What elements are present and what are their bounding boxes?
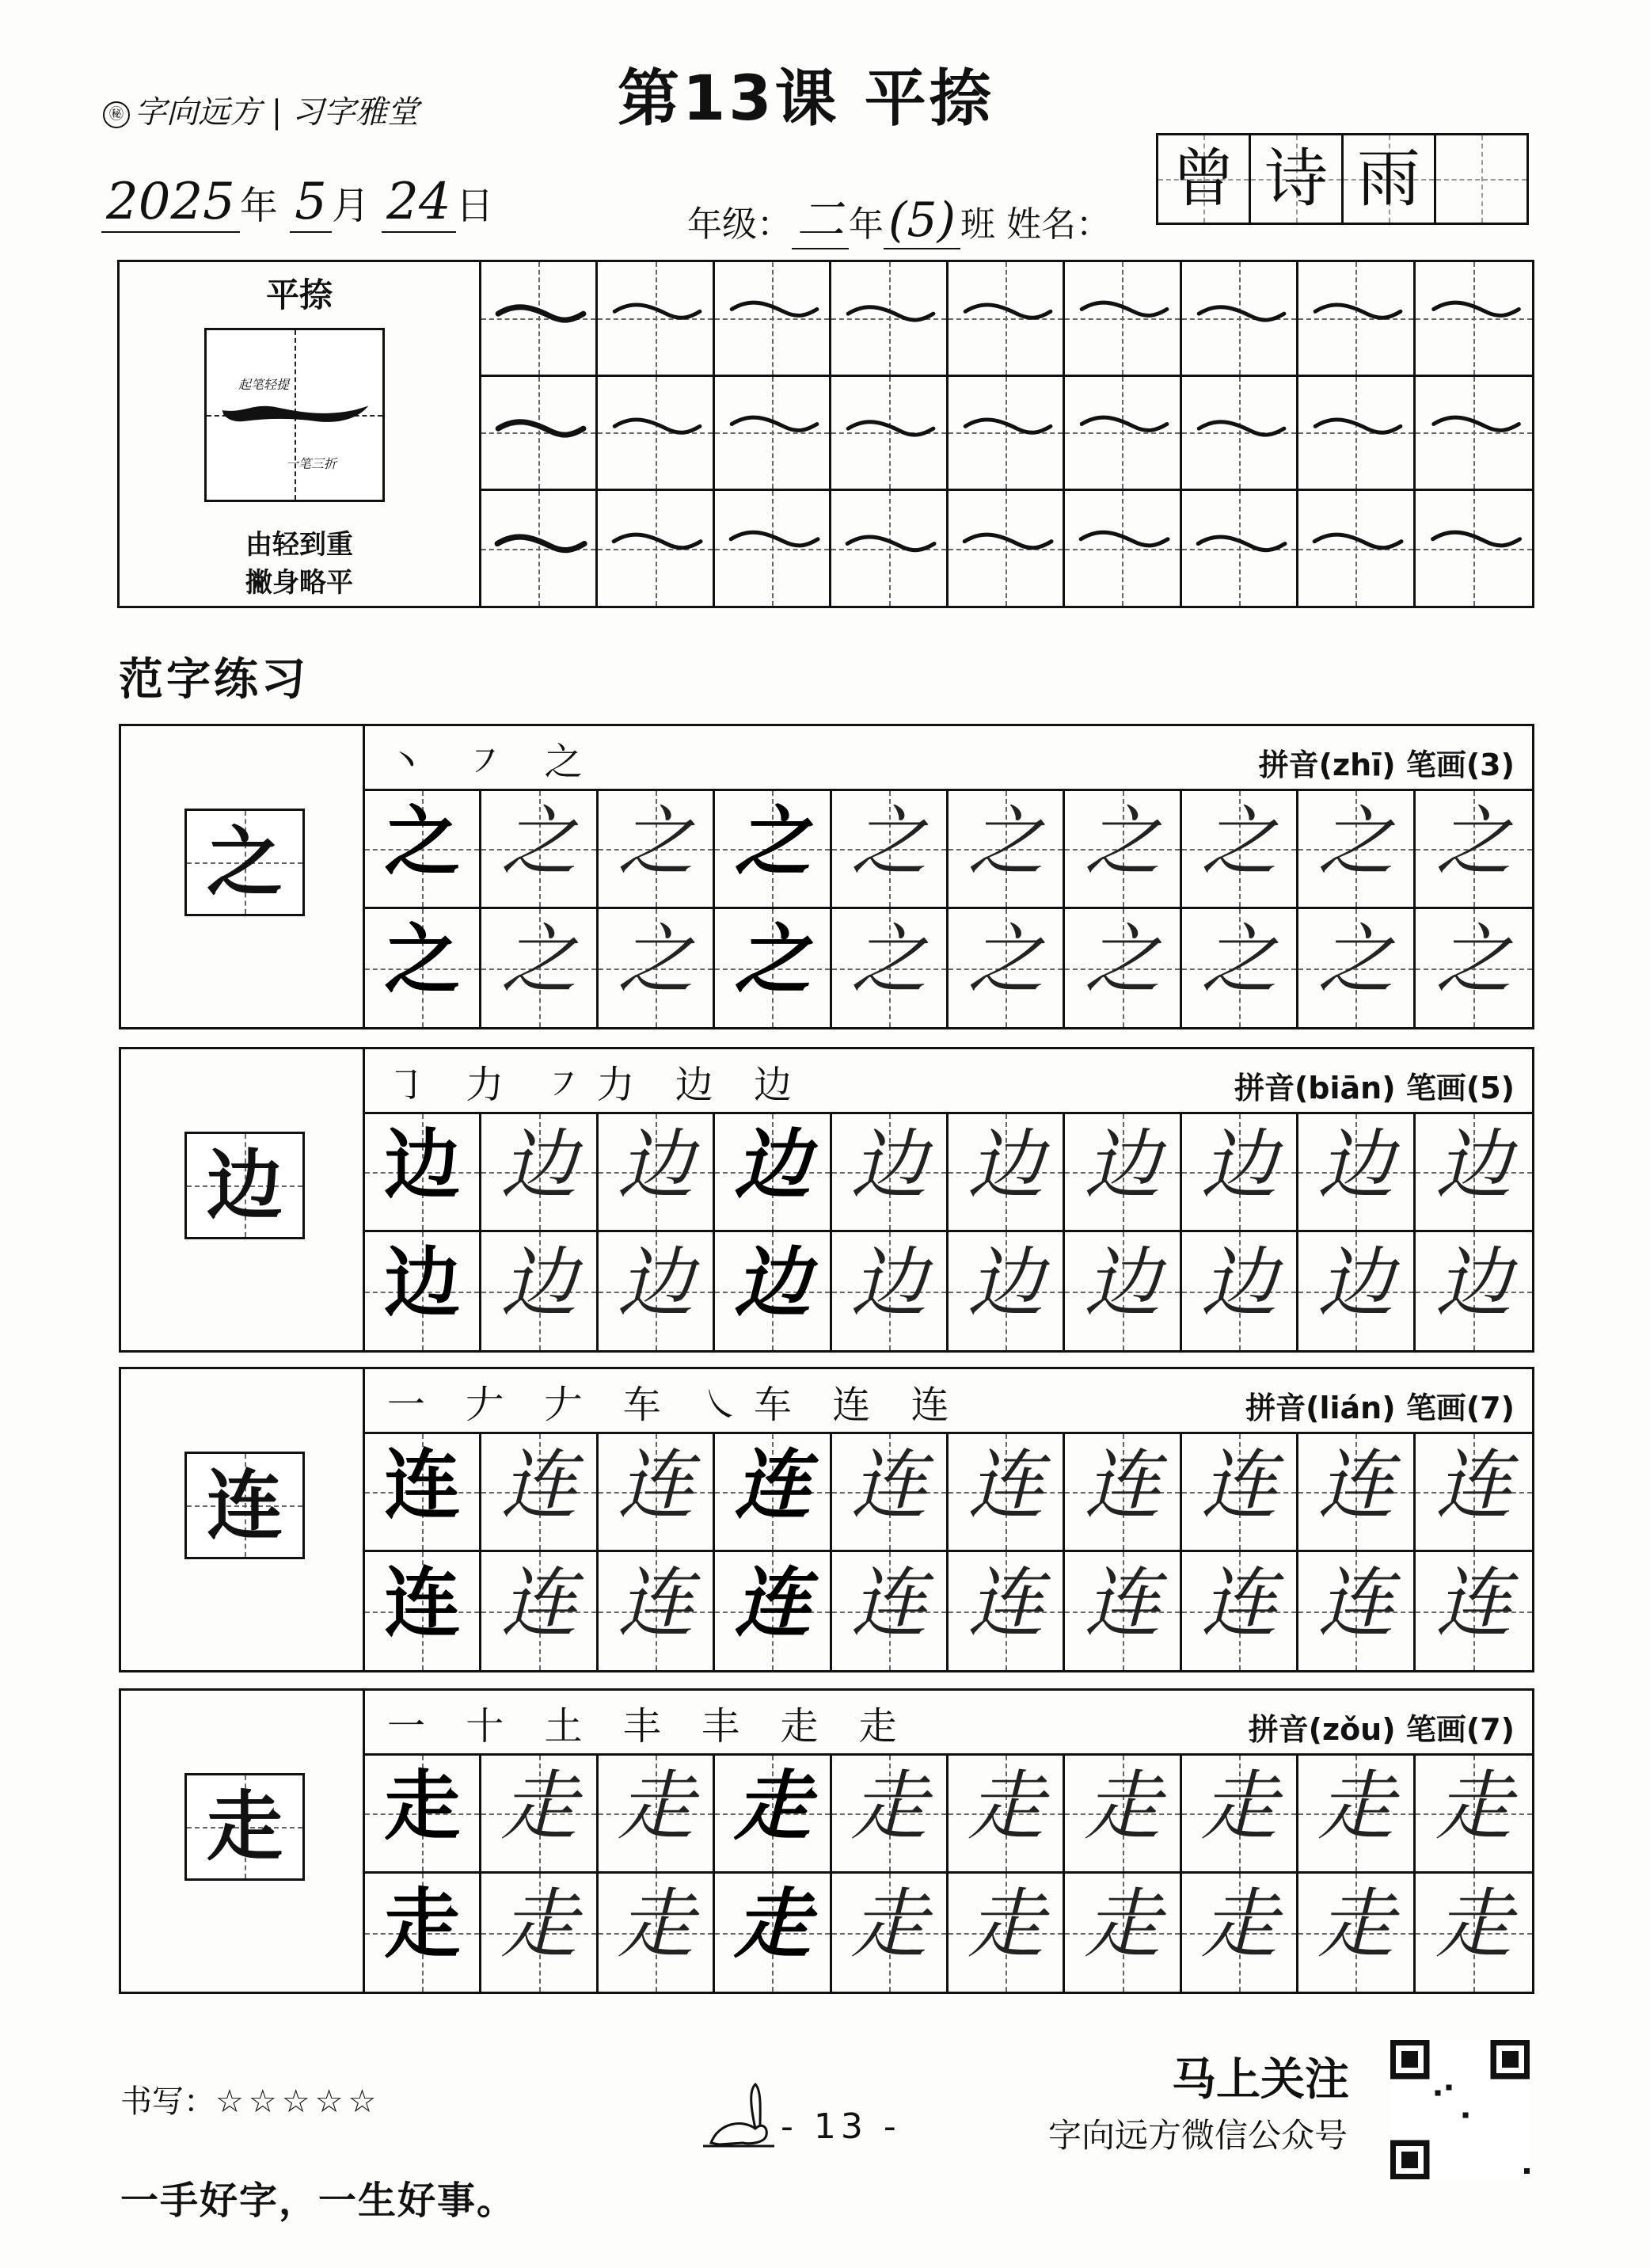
practice-char: 之 — [734, 915, 811, 1004]
practice-char: 之 — [734, 797, 811, 886]
practice-cell[interactable] — [715, 1232, 831, 1350]
practice-char: 之 — [500, 915, 577, 1004]
stroke-practice-cell[interactable] — [1298, 262, 1415, 377]
pinyin-strokes: 拼音(zhī) 笔画(3) — [1258, 748, 1515, 782]
pinyin-strokes: 拼音(biān) 笔画(5) — [1234, 1071, 1515, 1105]
practice-char: 连 — [1435, 1558, 1512, 1647]
rabbit-icon — [695, 2067, 782, 2154]
stroke-mark — [1416, 491, 1532, 606]
demo-note: 一笔三折 — [286, 456, 337, 471]
model-char-box — [184, 809, 305, 916]
practice-cell[interactable] — [832, 1756, 949, 1874]
practice-char: 边 — [734, 1120, 811, 1209]
stroke-mark — [949, 491, 1063, 606]
rating-label: 书写： — [120, 2083, 215, 2120]
name-boxes[interactable] — [1156, 133, 1529, 225]
practice-cell[interactable] — [832, 791, 949, 909]
practice-char: 走 — [1200, 1880, 1277, 1969]
practice-cell[interactable] — [1298, 791, 1415, 909]
practice-cell[interactable] — [599, 1114, 715, 1232]
practice-char: 走 — [734, 1761, 811, 1851]
stroke-mark — [715, 491, 829, 606]
practice-char: 走 — [968, 1762, 1044, 1851]
practice-char: 连 — [384, 1558, 461, 1647]
practice-cell[interactable] — [599, 791, 715, 909]
practice-cell[interactable] — [365, 1552, 481, 1670]
practice-char: 走 — [1435, 1880, 1512, 1969]
practice-cell[interactable] — [481, 1114, 598, 1232]
stroke-practice-cell[interactable] — [481, 491, 598, 606]
practice-char: 走 — [617, 1880, 694, 1969]
stroke-practice-cell[interactable] — [598, 377, 714, 492]
practice-char: 边 — [850, 1239, 927, 1327]
stroke-mark — [1298, 262, 1412, 375]
practice-char: 边 — [500, 1239, 577, 1327]
date-year-unit: 年 — [239, 184, 278, 228]
stroke-mark — [831, 262, 945, 375]
practice-char: 连 — [1084, 1440, 1161, 1529]
stroke-mark — [481, 262, 595, 375]
practice-cell[interactable] — [1416, 909, 1532, 1027]
pinyin-strokes: 拼音(zǒu) 笔画(7) — [1248, 1712, 1515, 1747]
practice-cell[interactable] — [481, 1874, 598, 1992]
stroke-practice-cell[interactable] — [1182, 262, 1298, 377]
practice-char: 连 — [1317, 1558, 1394, 1647]
practice-char: 边 — [968, 1239, 1044, 1327]
brand-logo — [103, 87, 419, 132]
stroke-mark — [1065, 491, 1179, 606]
practice-cell[interactable] — [599, 1434, 715, 1552]
stroke-mark — [481, 491, 595, 606]
practice-cell[interactable] — [1065, 1114, 1181, 1232]
stroke-demo-box — [204, 328, 385, 502]
practice-cell[interactable] — [599, 1232, 715, 1350]
follow-text: 马上关注 — [1172, 2054, 1349, 2106]
stroke-practice-cell[interactable] — [598, 491, 714, 606]
model-char: 连 — [207, 1460, 283, 1550]
model-char: 边 — [207, 1140, 283, 1230]
stroke-mark — [831, 377, 945, 489]
practice-cell[interactable] — [949, 1434, 1065, 1552]
practice-char: 走 — [1435, 1762, 1512, 1851]
practice-cell[interactable] — [599, 1552, 715, 1670]
stroke-practice-cell[interactable] — [715, 262, 831, 377]
practice-cell[interactable] — [481, 1434, 598, 1552]
practice-cell[interactable] — [1182, 909, 1298, 1027]
practice-char: 走 — [500, 1762, 577, 1851]
practice-cell[interactable] — [1298, 1874, 1415, 1992]
practice-cell[interactable] — [832, 909, 949, 1027]
practice-char: 边 — [617, 1121, 694, 1209]
practice-char: 走 — [384, 1761, 461, 1851]
stroke-practice-cell[interactable] — [1416, 262, 1532, 377]
practice-char: 走 — [850, 1880, 927, 1969]
stroke-demo-icon — [207, 330, 382, 500]
practice-char: 连 — [968, 1558, 1044, 1647]
practice-char: 之 — [1435, 915, 1512, 1004]
practice-cell[interactable] — [715, 1756, 831, 1874]
stroke-mark — [831, 491, 945, 606]
practice-cell[interactable] — [365, 909, 481, 1027]
practice-cell[interactable] — [832, 1874, 949, 1992]
practice-cell[interactable] — [365, 791, 481, 909]
practice-cell[interactable] — [599, 1756, 715, 1874]
stroke-practice-cell[interactable] — [1065, 491, 1181, 606]
stroke-practice-cell[interactable] — [1298, 377, 1415, 492]
practice-cell[interactable] — [599, 1874, 715, 1992]
stroke-mark — [1416, 262, 1532, 375]
practice-char: 连 — [1200, 1558, 1277, 1647]
stroke-practice-cell[interactable] — [831, 377, 948, 492]
stroke-practice-cell[interactable] — [831, 262, 948, 377]
rating — [120, 2076, 381, 2121]
practice-cell[interactable] — [715, 1114, 831, 1232]
stroke-practice-cell[interactable] — [715, 377, 831, 492]
stroke-practice-cell[interactable] — [831, 491, 948, 606]
practice-char: 连 — [1317, 1440, 1394, 1529]
practice-char: 之 — [617, 915, 694, 1004]
practice-cell[interactable] — [1065, 1874, 1181, 1992]
practice-cell[interactable] — [481, 1756, 598, 1874]
practice-cell[interactable] — [832, 1232, 949, 1350]
date-day: 24 — [382, 173, 455, 233]
practice-char: 边 — [384, 1238, 461, 1327]
practice-char: 连 — [734, 1558, 811, 1647]
practice-char: 连 — [734, 1440, 811, 1529]
stroke-tip: 撇身略平 — [245, 567, 353, 599]
stroke-order: 丶 ㇇ 之 — [387, 740, 597, 784]
date-day-unit: 日 — [455, 184, 494, 228]
stroke-mark — [1298, 377, 1412, 489]
stroke-practice-cell[interactable] — [1416, 491, 1532, 606]
practice-cell[interactable] — [1182, 1434, 1298, 1552]
stroke-order: ㇆ 力 ㇇力 边 边 — [387, 1063, 807, 1107]
practice-char: 连 — [1200, 1440, 1277, 1529]
practice-char: 连 — [617, 1440, 694, 1529]
practice-cell[interactable] — [1182, 1756, 1298, 1874]
practice-char: 边 — [734, 1238, 811, 1327]
practice-cell[interactable] — [1182, 1874, 1298, 1992]
class-unit: 班 — [960, 204, 995, 245]
name-box: 雨 — [1344, 135, 1436, 223]
name-box: 诗 — [1251, 135, 1344, 223]
stroke-mark — [715, 377, 829, 489]
practice-cell[interactable] — [365, 1232, 481, 1350]
practice-cell[interactable] — [1182, 1552, 1298, 1670]
stroke-practice-cell[interactable] — [1298, 491, 1415, 606]
practice-cell[interactable] — [1065, 909, 1181, 1027]
grade-unit: 年 — [849, 204, 884, 245]
char-block — [119, 1367, 1534, 1672]
practice-cell[interactable] — [949, 1874, 1065, 1992]
practice-cell[interactable] — [1416, 791, 1532, 909]
practice-cell[interactable] — [1298, 1756, 1415, 1874]
stroke-mark — [481, 377, 595, 489]
practice-cell[interactable] — [1298, 909, 1415, 1027]
practice-cell[interactable] — [1416, 1874, 1532, 1992]
demo-note: 起笔轻提 — [238, 377, 290, 392]
motto: 一手好字，一生好事。 — [120, 2179, 517, 2223]
practice-char: 连 — [617, 1558, 694, 1647]
practice-char: 之 — [1200, 797, 1277, 886]
stroke-mark — [1182, 377, 1296, 489]
practice-char: 边 — [1435, 1121, 1512, 1209]
practice-cell[interactable] — [1065, 1434, 1181, 1552]
practice-cell[interactable] — [481, 791, 598, 909]
practice-cell[interactable] — [715, 1552, 831, 1670]
stroke-practice-cell[interactable] — [949, 262, 1065, 377]
practice-char: 边 — [500, 1121, 577, 1209]
practice-char: 边 — [850, 1121, 927, 1209]
practice-char: 边 — [384, 1120, 461, 1209]
practice-char: 之 — [1084, 915, 1161, 1004]
date-month: 5 — [290, 173, 332, 233]
lesson-title: 第13课 平捺 — [618, 63, 994, 135]
practice-char: 边 — [1084, 1239, 1161, 1327]
stroke-order: 一 十 土 丰 丰 走 走 — [387, 1704, 911, 1749]
stroke-mark — [598, 491, 712, 606]
model-char: 之 — [207, 817, 283, 907]
practice-cell[interactable] — [949, 1552, 1065, 1670]
practice-cell[interactable] — [715, 1874, 831, 1992]
practice-char: 之 — [1435, 797, 1512, 886]
name-label: 姓名： — [1006, 204, 1111, 245]
practice-char: 连 — [850, 1558, 927, 1647]
stroke-tip: 由轻到重 — [245, 529, 353, 561]
stroke-mark — [949, 262, 1063, 375]
practice-char: 走 — [1084, 1880, 1161, 1969]
practice-cell[interactable] — [1416, 1552, 1532, 1670]
stroke-name: 平捺 — [265, 276, 333, 314]
date-month-unit: 月 — [331, 184, 370, 228]
wechat-text: 字向远方微信公众号 — [1048, 2116, 1348, 2155]
class-info — [687, 182, 1111, 250]
stroke-mark — [1065, 262, 1179, 375]
practice-char: 之 — [617, 797, 694, 886]
practice-cell[interactable] — [1065, 791, 1181, 909]
practice-cell[interactable] — [949, 909, 1065, 1027]
practice-cell[interactable] — [1065, 1756, 1181, 1874]
practice-cell[interactable] — [365, 1874, 481, 1992]
stroke-practice-cell[interactable] — [1182, 377, 1298, 492]
stroke-mark — [598, 262, 712, 375]
stroke-mark — [1298, 491, 1412, 606]
practice-char: 边 — [1200, 1121, 1277, 1209]
practice-char: 走 — [1317, 1762, 1394, 1851]
practice-char: 边 — [1200, 1239, 1277, 1327]
practice-cell[interactable] — [1182, 1114, 1298, 1232]
practice-char: 走 — [734, 1879, 811, 1969]
practice-cell[interactable] — [832, 1434, 949, 1552]
practice-char: 之 — [968, 797, 1044, 886]
stroke-order: 一 𠂇 𠂇 车 ㇏车 连 连 — [387, 1383, 964, 1427]
practice-char: 之 — [850, 797, 927, 886]
date-year: 2025 — [101, 173, 240, 233]
brand-text: 字向远方 | 习字雅堂 — [135, 94, 419, 131]
practice-char: 走 — [968, 1880, 1044, 1969]
practice-cell[interactable] — [1065, 1552, 1181, 1670]
practice-cell[interactable] — [481, 1232, 598, 1350]
class-value: (5) — [884, 192, 960, 249]
practice-char: 之 — [1317, 915, 1394, 1004]
practice-char: 走 — [1084, 1762, 1161, 1851]
model-char-box — [184, 1452, 305, 1559]
practice-char: 连 — [1435, 1440, 1512, 1529]
stroke-mark — [1416, 377, 1532, 489]
practice-cell[interactable] — [1182, 791, 1298, 909]
stroke-mark — [1182, 262, 1296, 375]
practice-char: 连 — [968, 1440, 1044, 1529]
practice-cell[interactable] — [1182, 1232, 1298, 1350]
name-box: 曾 — [1158, 135, 1251, 223]
practice-char: 走 — [1317, 1880, 1394, 1969]
grade-label: 年级： — [687, 204, 792, 245]
practice-char: 之 — [500, 797, 577, 886]
stroke-practice-cell[interactable] — [1182, 491, 1298, 606]
pinyin-strokes: 拼音(lián) 笔画(7) — [1245, 1391, 1515, 1425]
practice-char: 边 — [1435, 1239, 1512, 1327]
practice-cell[interactable] — [949, 1756, 1065, 1874]
practice-cell[interactable] — [481, 909, 598, 1027]
practice-cell[interactable] — [949, 1114, 1065, 1232]
practice-char: 走 — [1200, 1762, 1277, 1851]
practice-cell[interactable] — [715, 1434, 831, 1552]
char-block — [119, 1047, 1534, 1353]
practice-grid[interactable] — [365, 1114, 1532, 1350]
section-title: 范字练习 — [119, 654, 309, 706]
char-block — [119, 724, 1534, 1029]
practice-cell[interactable] — [1298, 1552, 1415, 1670]
practice-grid[interactable] — [365, 791, 1532, 1027]
practice-cell[interactable] — [715, 909, 831, 1027]
practice-cell[interactable] — [1416, 1232, 1532, 1350]
practice-char: 之 — [1084, 797, 1161, 886]
practice-char: 之 — [1317, 797, 1394, 886]
practice-cell[interactable] — [1416, 1756, 1532, 1874]
practice-grid[interactable] — [365, 1756, 1532, 1992]
practice-char: 连 — [500, 1440, 577, 1529]
stroke-practice-cell[interactable] — [949, 491, 1065, 606]
practice-char: 之 — [968, 915, 1044, 1004]
stroke-mark — [949, 377, 1063, 489]
practice-cell[interactable] — [365, 1114, 481, 1232]
practice-cell[interactable] — [365, 1756, 481, 1874]
stroke-practice-cell[interactable] — [715, 491, 831, 606]
practice-cell[interactable] — [832, 1114, 949, 1232]
practice-cell[interactable] — [481, 1552, 598, 1670]
practice-char: 之 — [850, 915, 927, 1004]
practice-char: 边 — [968, 1121, 1044, 1209]
practice-char: 边 — [1084, 1121, 1161, 1209]
practice-char: 连 — [1084, 1558, 1161, 1647]
practice-char: 连 — [384, 1440, 461, 1529]
practice-cell[interactable] — [949, 791, 1065, 909]
stroke-mark — [598, 377, 712, 489]
practice-cell[interactable] — [715, 791, 831, 909]
practice-grid[interactable] — [365, 1434, 1532, 1670]
name-box — [1436, 135, 1526, 223]
practice-cell[interactable] — [1298, 1114, 1415, 1232]
stroke-practice-cell[interactable] — [1416, 377, 1532, 492]
practice-char: 之 — [384, 915, 461, 1004]
practice-cell[interactable] — [599, 909, 715, 1027]
stroke-practice-cell[interactable] — [481, 262, 598, 377]
stroke-practice-grid[interactable] — [481, 262, 1532, 606]
stroke-practice-cell[interactable] — [598, 262, 714, 377]
grade-value: 二 — [792, 192, 849, 249]
page-number: - 13 - — [781, 2106, 901, 2147]
model-char-box — [184, 1773, 305, 1881]
practice-char: 走 — [850, 1762, 927, 1851]
qr-code-icon[interactable] — [1390, 2040, 1530, 2179]
stroke-practice-cell[interactable] — [949, 377, 1065, 492]
practice-cell[interactable] — [832, 1552, 949, 1670]
practice-char: 走 — [617, 1762, 694, 1851]
star-rating[interactable]: ☆☆☆☆☆ — [215, 2083, 382, 2120]
stroke-practice-cell[interactable] — [1065, 262, 1181, 377]
date-line — [101, 173, 494, 231]
practice-char: 连 — [850, 1440, 927, 1529]
practice-cell[interactable] — [365, 1434, 481, 1552]
practice-cell[interactable] — [1298, 1232, 1415, 1350]
practice-char: 走 — [384, 1879, 461, 1969]
practice-char: 边 — [617, 1239, 694, 1327]
stroke-mark — [1182, 491, 1296, 606]
practice-char: 之 — [1200, 915, 1277, 1004]
practice-char: 边 — [1317, 1121, 1394, 1209]
practice-char: 边 — [1317, 1239, 1394, 1327]
practice-cell[interactable] — [1416, 1114, 1532, 1232]
stroke-practice-cell[interactable] — [1065, 377, 1181, 492]
char-block — [119, 1688, 1534, 1994]
practice-cell[interactable] — [1298, 1434, 1415, 1552]
stroke-mark — [1065, 377, 1179, 489]
model-char: 走 — [207, 1782, 283, 1871]
brand-seal-icon: ㊙ — [103, 101, 130, 128]
practice-cell[interactable] — [949, 1232, 1065, 1350]
practice-cell[interactable] — [1416, 1434, 1532, 1552]
practice-char: 连 — [500, 1558, 577, 1647]
practice-char: 之 — [384, 797, 461, 886]
practice-cell[interactable] — [1065, 1232, 1181, 1350]
stroke-practice-cell[interactable] — [481, 377, 598, 492]
practice-char: 走 — [500, 1880, 577, 1969]
stroke-mark — [715, 262, 829, 375]
model-char-box — [184, 1132, 305, 1239]
